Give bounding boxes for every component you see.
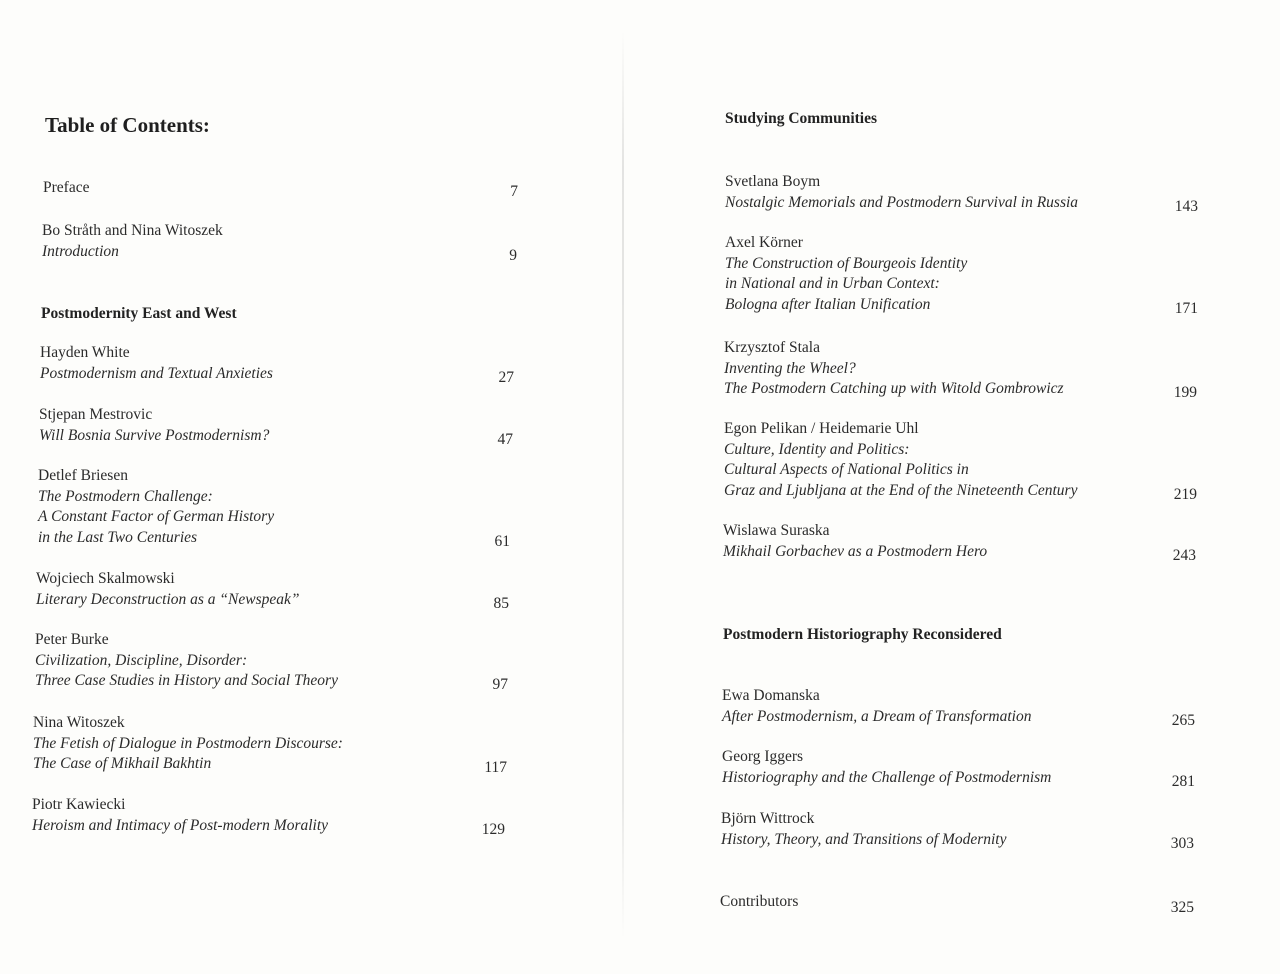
entry-title-line: in National and in Urban Context: [725, 275, 940, 292]
entry-author: Nina Witoszek [33, 714, 125, 731]
entry-label: Contributors [720, 893, 799, 910]
entry-title: Culture, Identity and Politics: [724, 440, 910, 458]
toc-entry [722, 686, 1195, 727]
entry-title: Inventing the Wheel? [724, 359, 856, 377]
entry-author: Peter Burke [35, 631, 109, 648]
page-number: 171 [1174, 299, 1198, 317]
toc-entry [35, 630, 508, 692]
right-page [626, 0, 1280, 974]
page-number: 61 [494, 532, 510, 550]
entry-title: The Construction of Bourgeois Identity [725, 254, 968, 272]
entry-title: Historiography and the Challenge of Postmodernism [722, 768, 1052, 786]
toc-entry [724, 338, 1197, 400]
entry-title: After Postmodernism, a Dream of Transformation [722, 707, 1032, 725]
page-number: 117 [484, 759, 507, 776]
toc-entry [724, 419, 1197, 501]
entry-title: Heroism and Intimacy of Post-modern Morality [32, 816, 329, 834]
toc-entry-introduction [42, 221, 517, 262]
section-heading: Studying Communities [725, 110, 878, 127]
entry-title-line: in the Last Two Centuries [38, 528, 198, 546]
entry-author: Ewa Domanska [722, 687, 820, 704]
page-number: 265 [1171, 711, 1195, 729]
entry-author: Svetlana Boym [725, 173, 821, 190]
entry-author: Detlef Briesen [38, 467, 128, 484]
entry-label: Preface [43, 179, 90, 196]
entry-title-line: Cultural Aspects of National Politics in [724, 461, 969, 478]
page-number: 47 [497, 430, 513, 448]
entry-title: Postmodernism and Textual Anxieties [40, 364, 273, 382]
toc-entry [722, 747, 1195, 788]
entry-author: Piotr Kawiecki [32, 796, 126, 813]
page-number: 129 [481, 820, 505, 838]
page-title: Table of Contents: [45, 113, 210, 137]
toc-entry-contributors [720, 892, 1194, 916]
entry-author: Wislawa Suraska [723, 522, 830, 539]
toc-entry [725, 233, 1198, 315]
page-number: 325 [1170, 899, 1194, 916]
page-number: 97 [492, 676, 508, 693]
toc-entry [40, 343, 514, 384]
entry-title-line: Graz and Ljubljana at the End of the Nineteenth Century [724, 481, 1078, 499]
entry-title: The Fetish of Dialogue in Postmodern Discourse: [33, 734, 343, 752]
page-number: 303 [1170, 834, 1194, 852]
page-number: 85 [493, 594, 509, 612]
entry-author: Egon Pelikan / Heidemarie Uhl [724, 420, 919, 437]
entry-title: Will Bosnia Survive Postmodernism? [39, 426, 270, 444]
entry-title: Nostalgic Memorials and Postmodern Survival in Russia [725, 193, 1079, 211]
entry-title: Mikhail Gorbachev as a Postmodern Hero [723, 542, 988, 560]
page-number: 143 [1174, 197, 1198, 215]
entry-title-line: The Postmodern Catching up with Witold Gombrowicz [724, 380, 1064, 397]
page-number: 219 [1173, 485, 1197, 503]
page-number: 7 [510, 183, 518, 200]
entry-author: Krzysztof Stala [724, 339, 820, 356]
entry-title: Introduction [42, 242, 119, 260]
entry-title: Literary Deconstruction as a “Newspeak” [36, 590, 300, 608]
toc-entry [33, 713, 507, 775]
entry-author: Wojciech Skalmowski [36, 570, 175, 587]
toc-entry [39, 405, 513, 446]
entry-author: Axel Körner [725, 234, 803, 251]
entry-title: Civilization, Discipline, Disorder: [35, 651, 248, 669]
page-number: 9 [509, 246, 517, 264]
entry-title-line: The Case of Mikhail Bakhtin [33, 755, 212, 772]
page-number: 27 [498, 368, 514, 386]
page-number: 243 [1172, 546, 1196, 564]
toc-entry [723, 521, 1196, 562]
entry-author: Björn Wittrock [721, 810, 815, 827]
entry-title-line: A Constant Factor of German History [38, 508, 275, 525]
entry-author: Stjepan Mestrovic [39, 406, 153, 423]
entry-title-line: Bologna after Italian Unification [725, 295, 931, 313]
section-heading: Postmodern Historiography Reconsidered [723, 626, 1002, 643]
book-gutter [622, 30, 624, 940]
entry-author: Bo Stråth and Nina Witoszek [42, 222, 223, 239]
entry-author: Georg Iggers [722, 748, 804, 765]
page-number: 281 [1171, 772, 1195, 790]
toc-entry [721, 809, 1194, 850]
toc-entry [38, 466, 510, 548]
toc-entry [32, 795, 505, 836]
toc-entry [36, 569, 509, 610]
entry-title: The Postmodern Challenge: [38, 487, 213, 505]
section-heading: Postmodernity East and West [41, 305, 237, 322]
page-number: 199 [1173, 384, 1197, 401]
left-page [0, 0, 620, 974]
toc-entry [725, 172, 1198, 213]
entry-title: History, Theory, and Transitions of Modernity [721, 830, 1007, 848]
entry-title-line: Three Case Studies in History and Social Theory [35, 672, 338, 689]
entry-author: Hayden White [40, 344, 130, 361]
toc-entry-preface [43, 178, 518, 199]
